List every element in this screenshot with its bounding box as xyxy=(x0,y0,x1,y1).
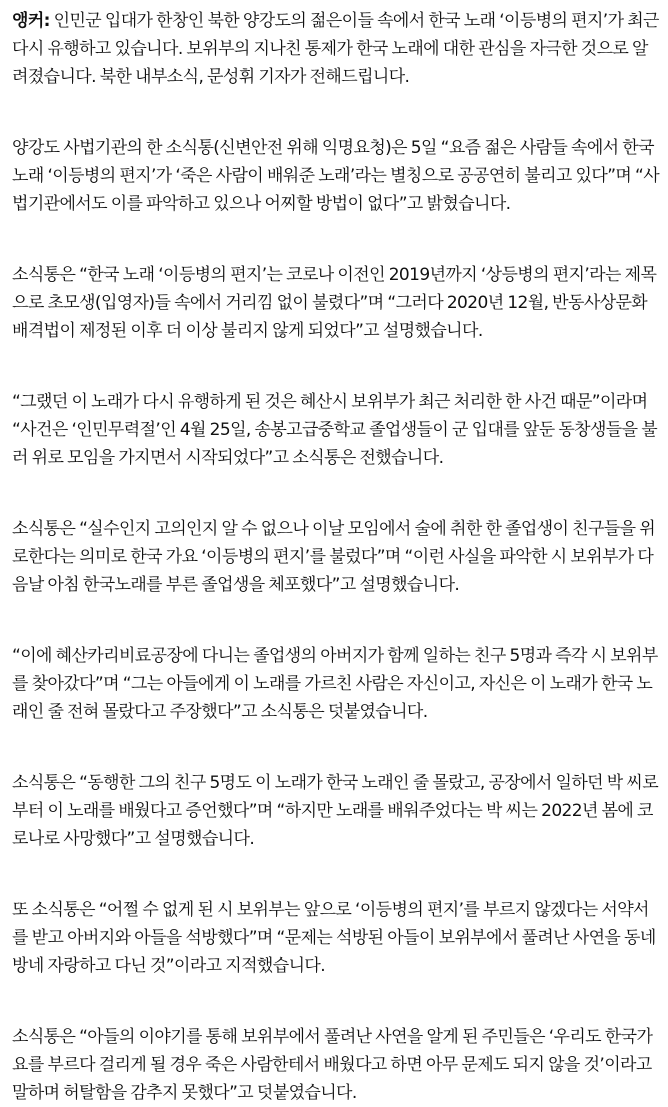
article-body xyxy=(12,0,662,1107)
paragraph: 양강도 사법기관의 한 소식통(신변안전 위해 익명요청)은 5일 “요즘 젊은 사람들 속에서 한국노래 ‘이등병의 편지’가 ‘죽은 사람이 배워준 노래’라는 별칭으로 공공연히 불리고 있다”며 “사법기관에서도 이를 파악하고 있으나 어찌할 방법이 없다”고 밝혔습니다. xyxy=(12,138,660,214)
lead-paragraph xyxy=(12,7,662,91)
paragraph: 소식통은 “실수인지 고의인지 알 수 없으나 이날 모임에서 술에 취한 한 졸업생이 친구들을 위로한다는 의미로 한국 가요 ‘이등병의 편지’를 불렀다”며 “이런 사실을 파악한 시 보위부가 다음날 아침 한국노래를 부른 졸업생을 체포했다”고 설명했습니다. xyxy=(12,519,656,595)
paragraph: 또 소식통은 “어쩔 수 없게 된 시 보위부는 앞으로 ‘이등병의 편지’를 부르지 않겠다는 서약서를 받고 아버지와 아들을 석방했다”며 “문제는 석방된 아들이 보위부에서 풀려난 사연을 동네방네 자랑하고 다닌 것”이라고 지적했습니다. xyxy=(12,900,656,976)
lead-text: 인민군 입대가 한창인 북한 양강도의 젊은이들 속에서 한국 노래 ‘이등병의 편지’가 최근 다시 유행하고 있습니다. 보위부의 지나친 통제가 한국 노래에 대한 관심을 자극한 것으로 알려졌습니다. 북한 내부소식, 문성휘 기자가 전해드립니다. xyxy=(12,11,659,87)
paragraph: 소식통은 “아들의 이야기를 통해 보위부에서 풀려난 사연을 알게 된 주민들은 ‘우리도 한국가요를 부르다 걸리게 될 경우 죽은 사람한테서 배웠다고 하면 아무 문제도 되지 않을 것’이라고 말하며 허탈함을 감추지 못했다”고 덧붙였습니다. xyxy=(12,1027,653,1103)
paragraph: “그랬던 이 노래가 다시 유행하게 된 것은 혜산시 보위부가 최근 처리한 한 사건 때문”이라며 “사건은 ‘인민무력절’인 4월 25일, 송봉고급중학교 졸업생들이 군 입대를 앞둔 동창생들을 불러 위로 모임을 가지면서 시작되었다”고 소식통은 전했습니다. xyxy=(12,392,658,468)
paragraph: 소식통은 “한국 노래 ‘이등병의 편지’는 코로나 이전인 2019년까지 ‘상등병의 편지’라는 제목으로 초모생(입영자)들 속에서 거리낌 없이 불렸다”며 “그러다 2020년 12월, 반동사상문화배격법이 제정된 이후 더 이상 불리지 않게 되었다”고 설명했습니다. xyxy=(12,265,657,341)
paragraph: 소식통은 “동행한 그의 친구 5명도 이 노래가 한국 노래인 줄 몰랐고, 공장에서 일하던 박 씨로부터 이 노래를 배웠다고 증언했다”며 “하지만 노래를 배워주었다는 박 씨는 2022년 봄에 코로나로 사망했다”고 설명했습니다. xyxy=(12,773,659,849)
paragraph: “이에 혜산카리비료공장에 다니는 졸업생의 아버지가 함께 일하는 친구 5명과 즉각 시 보위부를 찾아갔다”며 “그는 아들에게 이 노래를 가르친 사람은 자신이고, 자신은 이 노래가 한국 노래인 줄 전혀 몰랐다고 주장했다”고 소식통은 덧붙였습니다. xyxy=(12,646,658,722)
anchor-label: 앵커: xyxy=(12,11,50,31)
